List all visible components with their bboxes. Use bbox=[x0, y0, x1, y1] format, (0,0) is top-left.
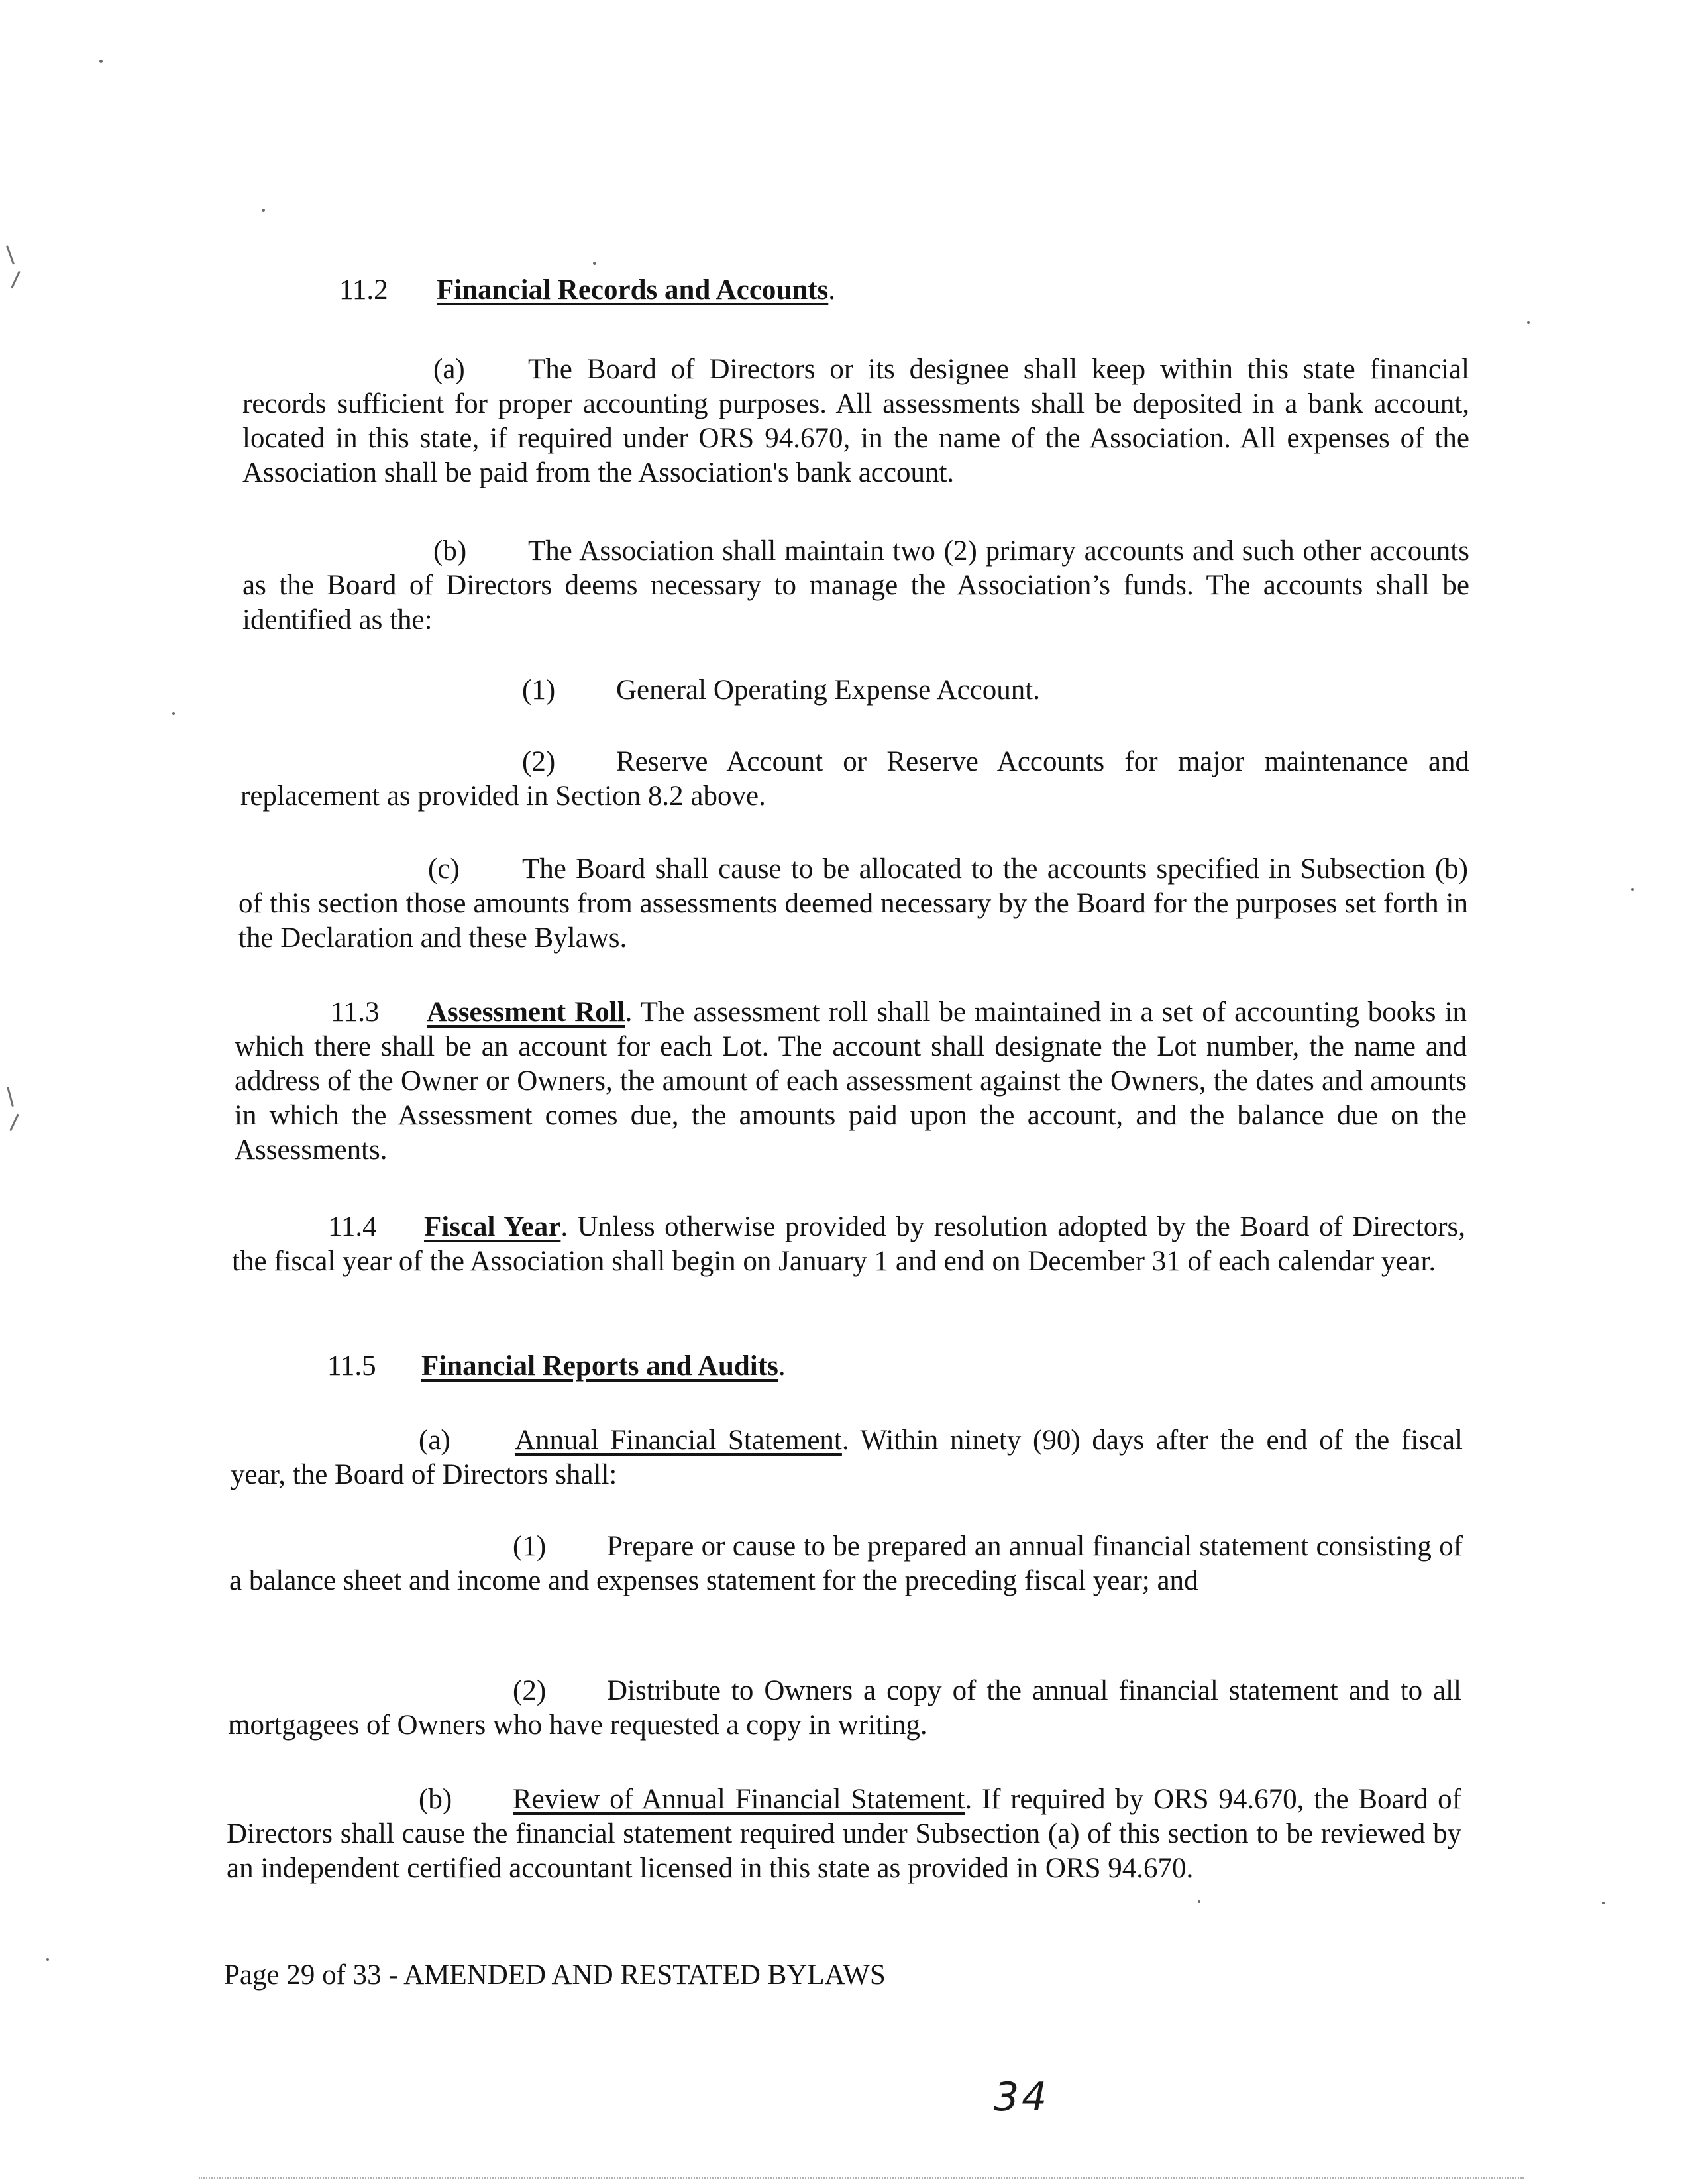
scan-speck bbox=[46, 1958, 49, 1961]
paragraph-11-5-b bbox=[227, 1782, 1461, 1886]
paragraph-label: (2) bbox=[513, 1675, 547, 1706]
paragraph-text: The Board shall cause to be allocated to the accounts specified in Subsection (b) of this section those amounts from assessments deemed necessary by the Board for the purposes set forth in the Declaration and these Bylaws. bbox=[238, 853, 1468, 954]
scan-edge-mark bbox=[9, 1114, 19, 1132]
scan-speck bbox=[1631, 888, 1634, 891]
paragraph-11-2-b bbox=[242, 534, 1469, 637]
paragraph-label: (c) bbox=[428, 853, 460, 885]
section-title: Financial Reports and Audits bbox=[421, 1350, 778, 1382]
paragraph-11-5-a-2 bbox=[228, 1674, 1461, 1743]
scan-bottom-edge bbox=[199, 2177, 1524, 2179]
paragraph-11-5-a bbox=[231, 1423, 1463, 1492]
section-title: Fiscal Year bbox=[424, 1211, 561, 1242]
scan-edge-mark bbox=[6, 245, 15, 264]
paragraph-11-2-c bbox=[238, 852, 1468, 956]
section-11-5-heading bbox=[327, 1349, 786, 1384]
paragraph-text: The Board of Directors or its designee shall keep within this state financial records sufficient for proper accounting purposes. All assessments shall be deposited in a bank account, located in this state, if required under ORS 94.670, in the name of the Association. All expenses of the Association shall be paid from the Association's bank account. bbox=[242, 354, 1469, 488]
paragraph-11-2-b-1 bbox=[242, 673, 1469, 708]
paragraph-text: General Operating Expense Account. bbox=[616, 675, 1040, 706]
paragraph-11-4 bbox=[232, 1210, 1465, 1279]
subsection-title: Review of Annual Financial Statement bbox=[513, 1784, 965, 1815]
scan-speck bbox=[99, 60, 103, 63]
paragraph-text: Distribute to Owners a copy of the annual financial statement and to all mortgagees of Owners who have requested a copy in writing. bbox=[228, 1675, 1461, 1741]
punctuation: . bbox=[828, 274, 836, 305]
paragraph-11-2-a bbox=[242, 353, 1469, 490]
paragraph-11-2-b-2 bbox=[240, 745, 1469, 814]
scan-edge-mark bbox=[11, 271, 21, 289]
subsection-title: Annual Financial Statement bbox=[515, 1425, 842, 1456]
section-number: 11.3 bbox=[331, 997, 380, 1028]
paragraph-label: (a) bbox=[433, 354, 465, 385]
paragraph-text: The Association shall maintain two (2) primary accounts and such other accounts as the Board of Directors deems necessary to manage the Association’s funds. The accounts shall be identified as the: bbox=[242, 535, 1469, 635]
scan-speck bbox=[1527, 321, 1530, 324]
section-number: 11.2 bbox=[339, 274, 388, 305]
scan-speck bbox=[172, 712, 175, 715]
section-11-2-heading bbox=[339, 273, 835, 307]
scan-speck bbox=[262, 209, 265, 212]
paragraph-label: (a) bbox=[419, 1425, 450, 1456]
punctuation: . bbox=[778, 1350, 786, 1382]
paragraph-text: . Unless otherwise provided by resolution adopted by the Board of Directors, the fiscal year of the Association shall begin on January 1 and end on December 31 of each calendar year. bbox=[232, 1211, 1466, 1277]
paragraph-label: (b) bbox=[419, 1784, 452, 1815]
paragraph-label: (1) bbox=[513, 1531, 547, 1562]
paragraph-label: (2) bbox=[522, 746, 556, 777]
page-footer: Page 29 of 33 - AMENDED AND RESTATED BYLAWS bbox=[224, 1959, 886, 1991]
scan-speck bbox=[593, 262, 596, 265]
paragraph-text: . Within ninety (90) days after the end of the fiscal year, the Board of Directors shall: bbox=[231, 1425, 1463, 1490]
paragraph-text: . If required by ORS 94.670, the Board of Directors shall cause the financial statement required under Subsection (a) of this section to be reviewed by an independent certified accountant licensed in this state as provided in ORS 94.670. bbox=[227, 1784, 1461, 1884]
scan-speck bbox=[1198, 1900, 1200, 1903]
scan-edge-mark bbox=[7, 1087, 14, 1107]
paragraph-text: Reserve Account or Reserve Accounts for major maintenance and replacement as provided in Section 8.2 above. bbox=[240, 746, 1469, 812]
paragraph-label: (b) bbox=[433, 535, 467, 567]
paragraph-text: . The assessment roll shall be maintained in a set of accounting books in which there shall be an account for each Lot. The account shall designate the Lot number, the name and address of the Owner or Owners, the amount of each assessment against the Owners, the dates and amounts in which the Assessment comes due, the amounts paid upon the account, and the balance due on the Assessments. bbox=[235, 997, 1467, 1166]
section-number: 11.5 bbox=[327, 1350, 376, 1382]
section-number: 11.4 bbox=[328, 1211, 377, 1242]
paragraph-11-3 bbox=[235, 995, 1467, 1168]
scan-speck bbox=[1602, 1902, 1605, 1904]
paragraph-label: (1) bbox=[522, 675, 556, 706]
paragraph-text: Prepare or cause to be prepared an annual financial statement consisting of a balance sheet and income and expenses statement for the preceding fiscal year; and bbox=[229, 1531, 1463, 1596]
paragraph-11-5-a-1 bbox=[229, 1529, 1463, 1598]
section-title: Assessment Roll bbox=[427, 997, 625, 1028]
handwritten-page-number: 34 bbox=[994, 2074, 1050, 2120]
section-title: Financial Records and Accounts bbox=[437, 274, 829, 305]
